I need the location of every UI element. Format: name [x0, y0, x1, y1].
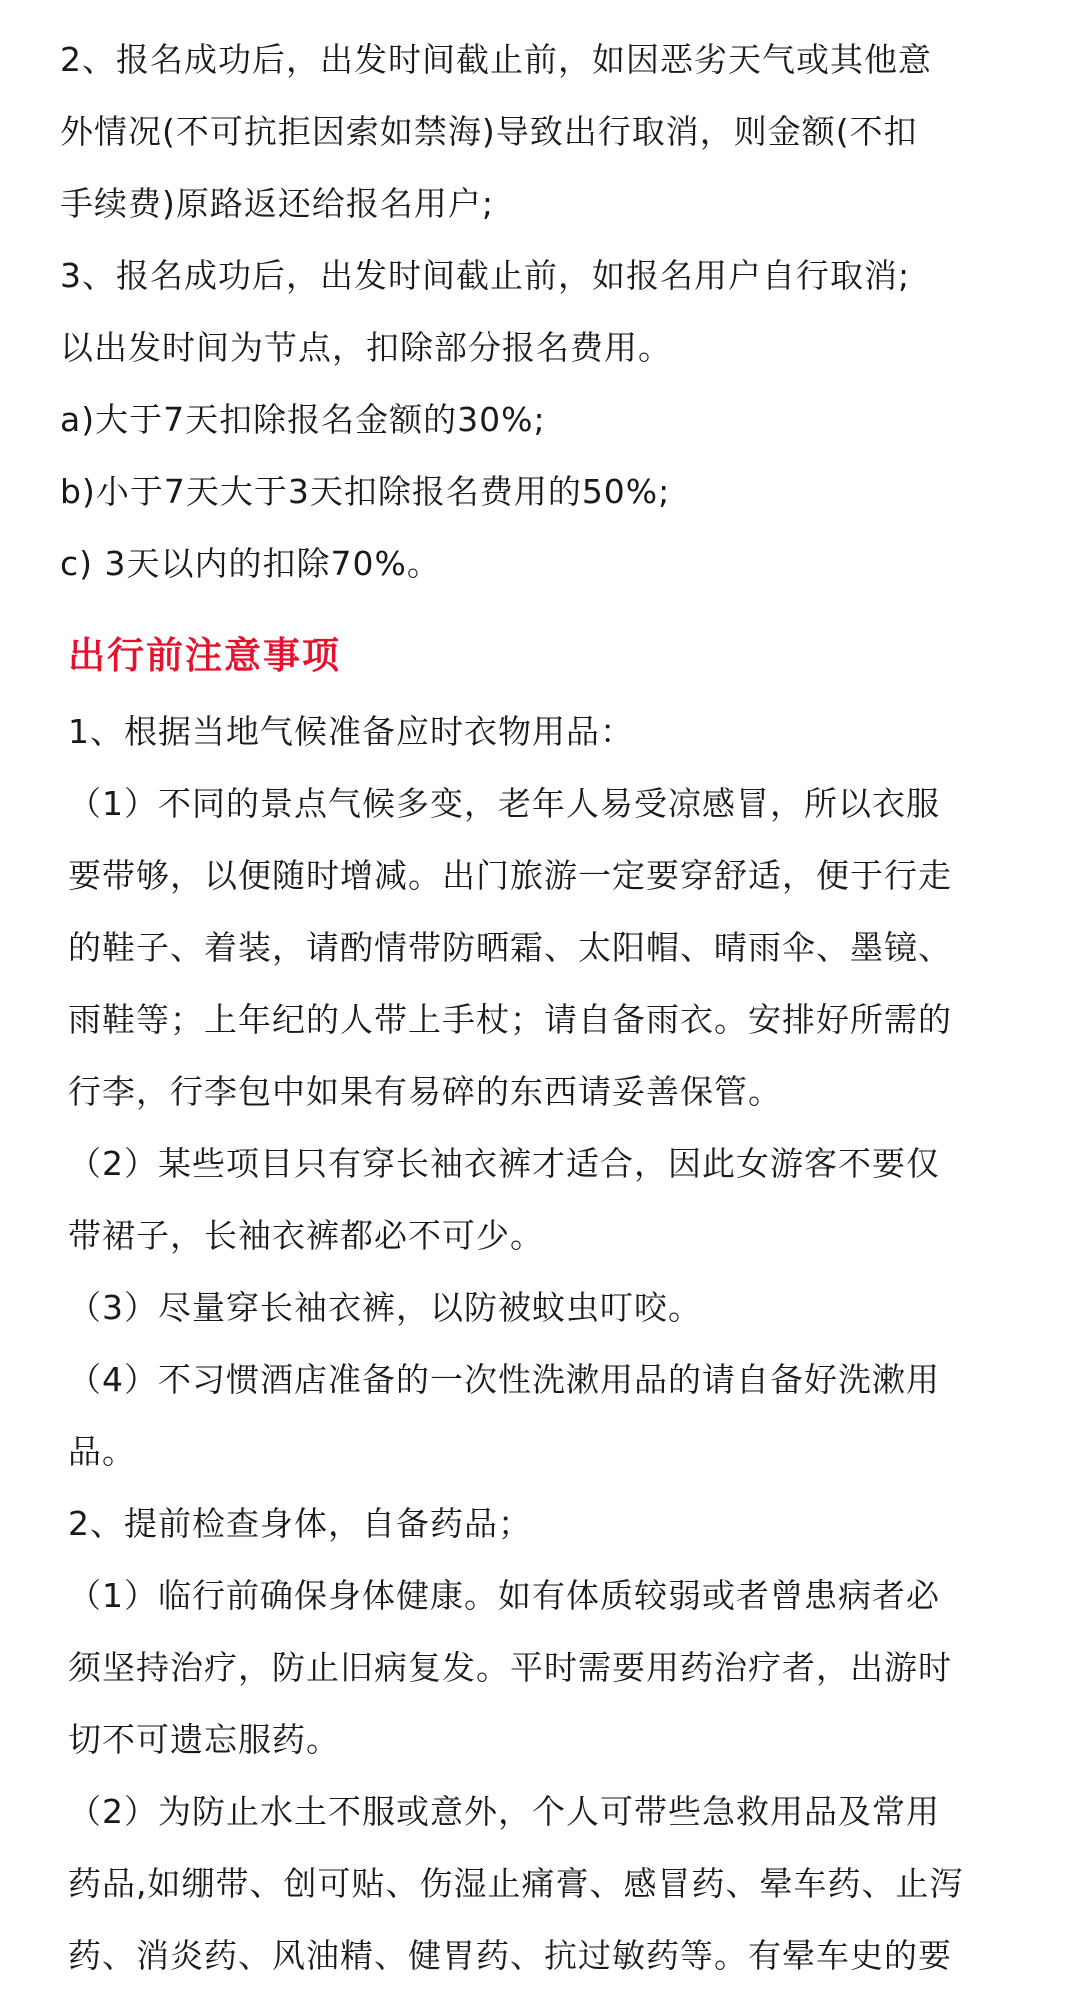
note-line: 行李，行李包中如果有易碎的东西请妥善保管。 [68, 1072, 782, 1111]
note-line: 须坚持治疗，防止旧病复发。平时需要用药治疗者，出游时 [68, 1648, 952, 1687]
note-line: 药品,如绷带、创可贴、伤湿止痛膏、感冒药、晕车药、止泻 [68, 1864, 964, 1903]
refund-policy-section [60, 24, 1050, 600]
policy-line: 以出发时间为节点，扣除部分报名费用。 [60, 328, 672, 367]
note-line: 品。 [68, 1432, 136, 1471]
policy-line: c) 3天以内的扣除70%。 [60, 544, 441, 583]
policy-line: a)大于7天扣除报名金额的30%; [60, 400, 546, 439]
section-heading: 出行前注意事项 [68, 634, 341, 677]
note-line: 1、根据当地气候准备应时衣物用品： [68, 712, 634, 751]
policy-line: 手续费)原路返还给报名用户; [60, 184, 494, 223]
policy-line: 3、报名成功后，出发时间截止前，如报名用户自行取消; [60, 256, 911, 295]
note-line: 药、消炎药、风油精、健胃药、抗过敏药等。有晕车史的要 [68, 1936, 952, 1975]
note-line: （4）不习惯酒店准备的一次性洗漱用品的请自备好洗漱用 [68, 1360, 940, 1399]
note-line: 要带够，以便随时增减。出门旅游一定要穿舒适，便于行走 [68, 856, 952, 895]
pre-trip-notes-section [68, 696, 1038, 1992]
policy-line: b)小于7天大于3天扣除报名费用的50%; [60, 472, 671, 511]
note-line: （1）不同的景点气候多变，老年人易受凉感冒，所以衣服 [68, 784, 940, 823]
note-line: （1）临行前确保身体健康。如有体质较弱或者曾患病者必 [68, 1576, 940, 1615]
policy-line: 外情况(不可抗拒因索如禁海)导致出行取消，则金额(不扣 [60, 112, 918, 151]
note-line: （2）为防止水土不服或意外，个人可带些急救用品及常用 [68, 1792, 940, 1831]
note-line: 带裙子，长袖衣裤都必不可少。 [68, 1216, 544, 1255]
note-line: （3）尽量穿长袖衣裤，以防被蚊虫叮咬。 [68, 1288, 702, 1327]
note-line: 切不可遗忘服药。 [68, 1720, 340, 1759]
policy-line: 2、报名成功后，出发时间截止前，如因恶劣天气或其他意 [60, 40, 932, 79]
note-line: （2）某些项目只有穿长袖衣裤才适合，因此女游客不要仅 [68, 1144, 940, 1183]
note-line: 的鞋子、着装，请酌情带防晒霜、太阳帽、晴雨伞、墨镜、 [68, 928, 952, 967]
note-line: 2、提前检查身体，自备药品； [68, 1504, 532, 1543]
note-line: 雨鞋等；上年纪的人带上手杖；请自备雨衣。安排好所需的 [68, 1000, 952, 1039]
